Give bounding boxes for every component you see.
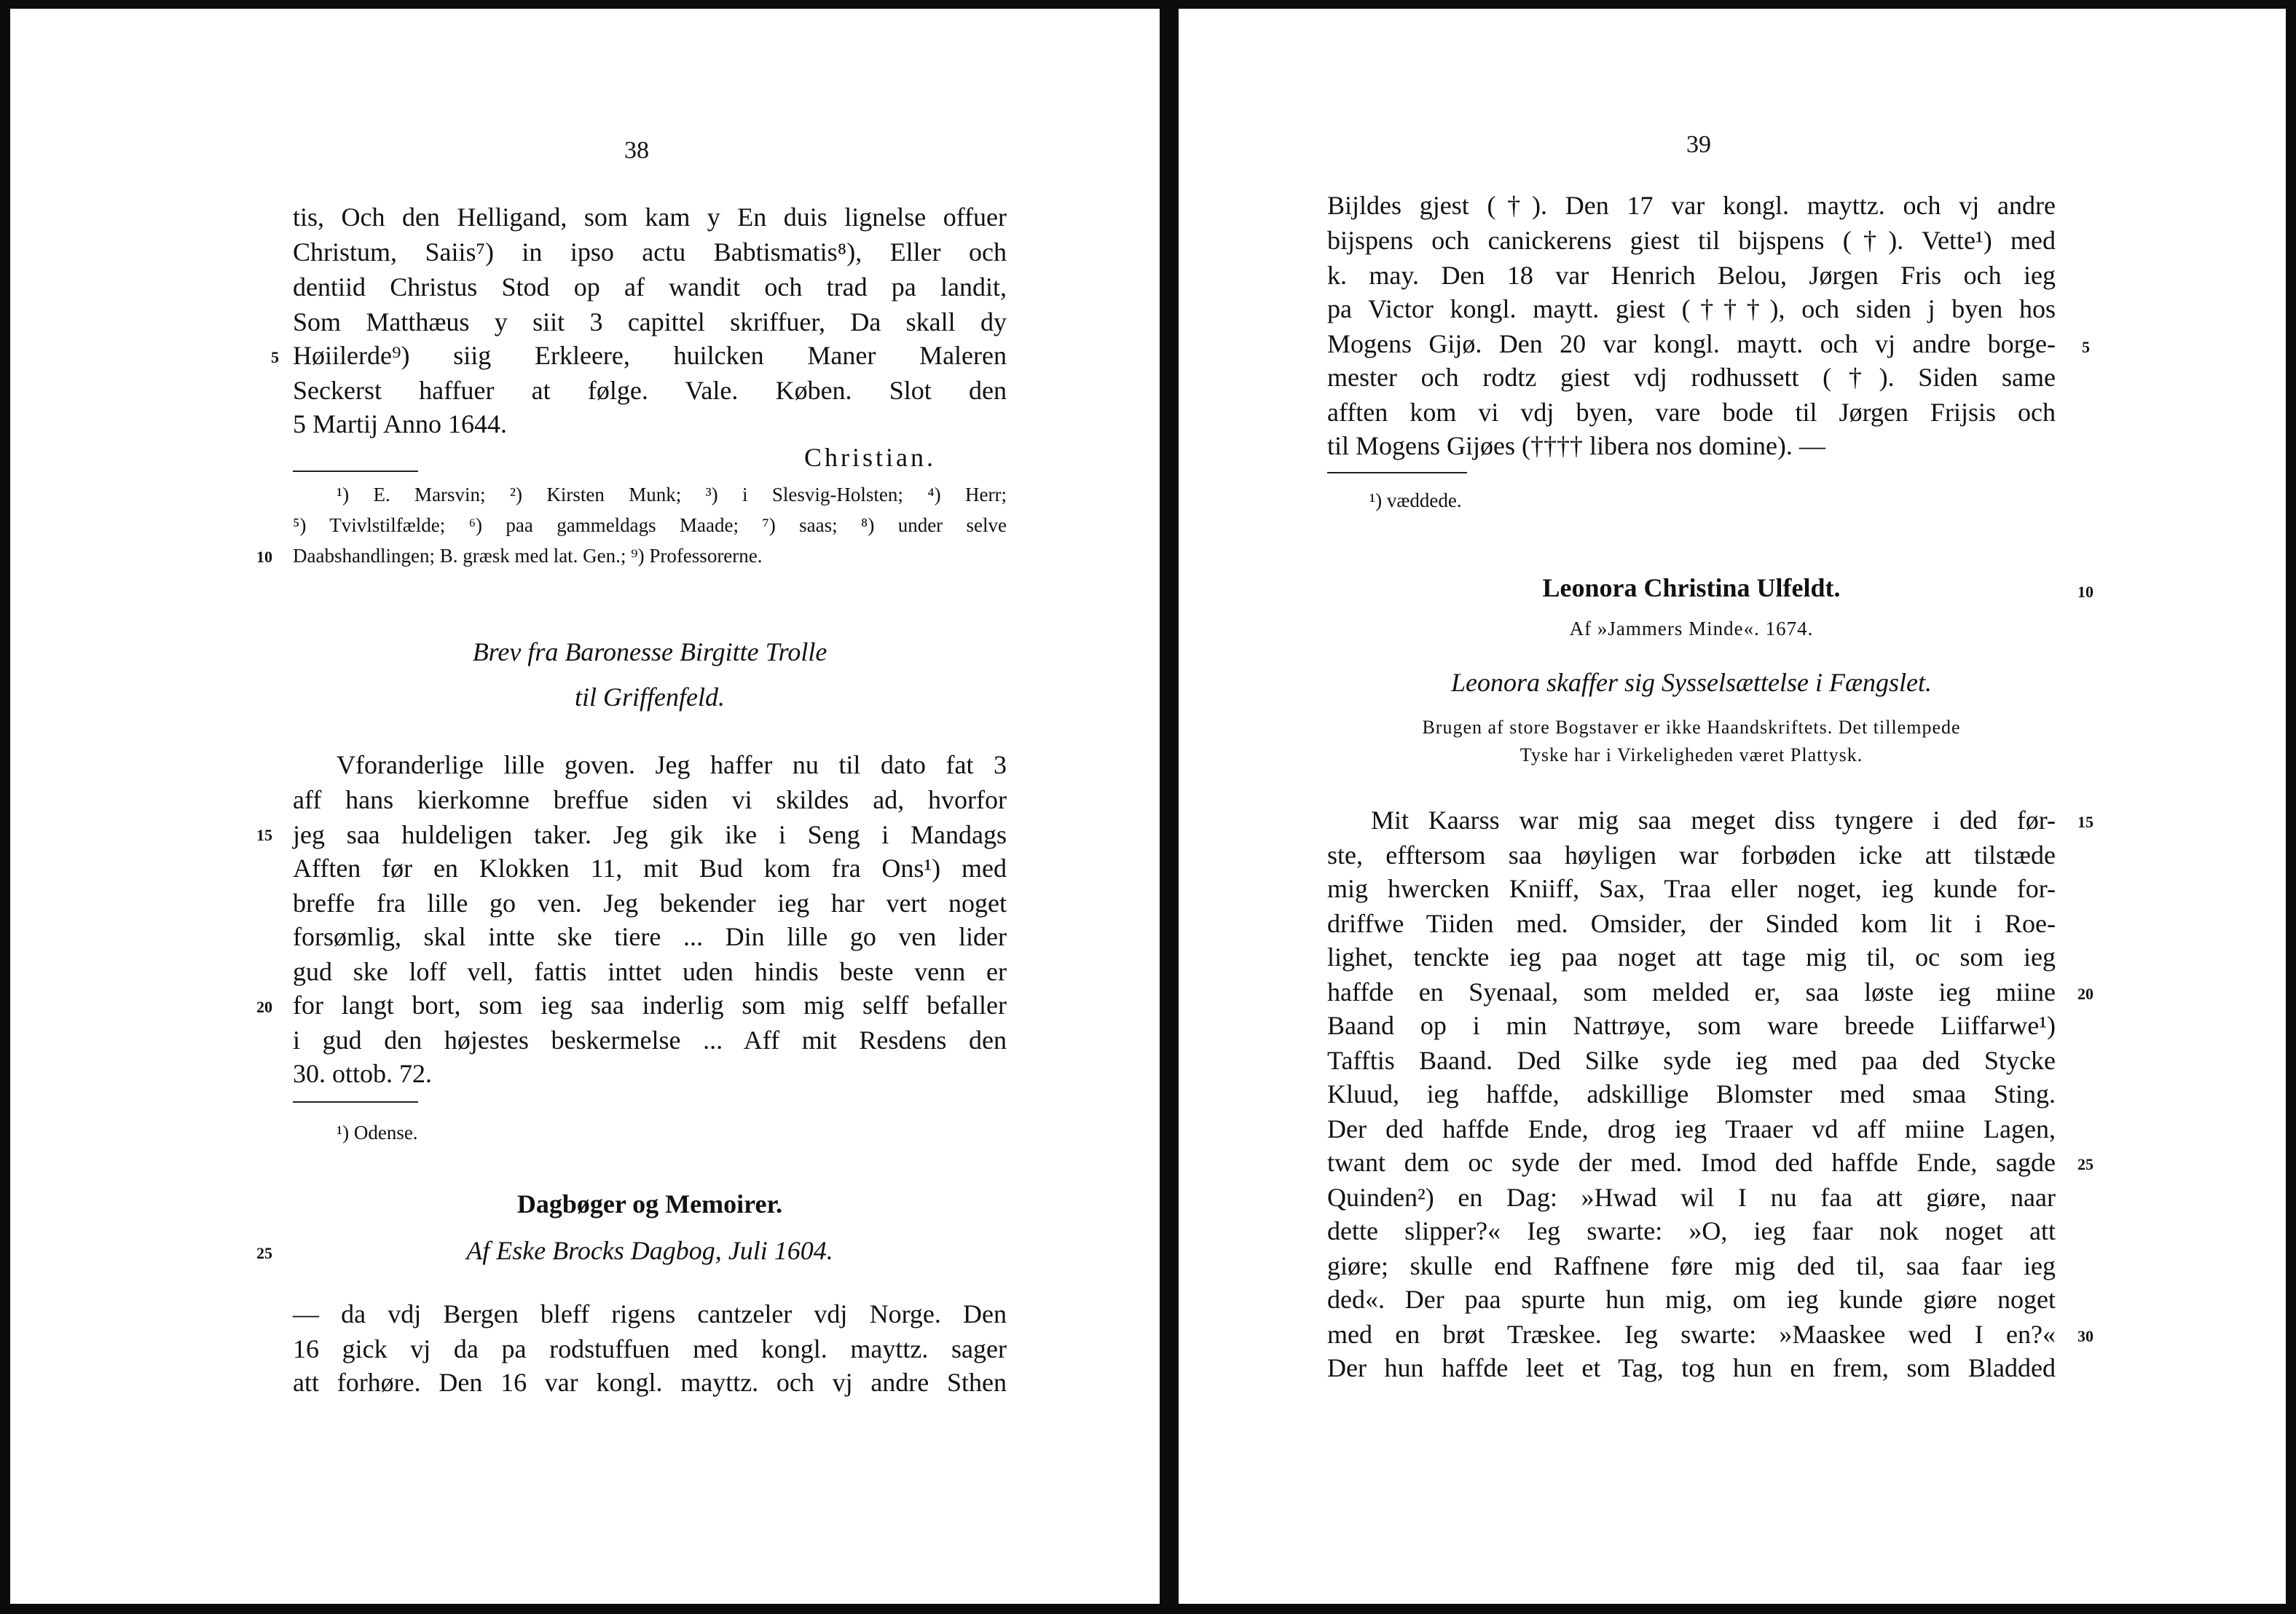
- line-number: 20: [256, 998, 272, 1016]
- text-line: 16 gick vj da pa rodstuffuen med kongl. mayttz. sager: [293, 1334, 1007, 1363]
- footnote-rule: [1327, 472, 1467, 473]
- text-line: Bijldes gjest (†). Den 17 var kongl. mayttz. och vj andre: [1327, 191, 2056, 220]
- text-line: ded«. Der paa spurte hun mig, om ieg kunde giøre noget: [1327, 1285, 2056, 1314]
- line-number: 15: [2077, 813, 2093, 831]
- text-line: Kluud, ieg haffde, adskillige Blomster med smaa Sting.: [1327, 1079, 2056, 1109]
- text-line: Vforanderlige lille goven. Jeg haffer nu til dato fat 3: [337, 750, 1007, 779]
- text-line: Mogens Gijø. Den 20 var kongl. maytt. och vj andre borge-: [1327, 329, 2056, 358]
- text-line: Afften før en Klokken 11, mit Bud kom fra Ons¹) med: [293, 854, 1007, 883]
- footnote-line: ¹) E. Marsvin; ²) Kirsten Munk; ³) i Slesvig-Holsten; ⁴) Herr;: [337, 484, 1007, 505]
- text-line: dentiid Christus Stod op af wandit och trad pa landit,: [293, 272, 1007, 302]
- text-line: Quinden²) en Dag: »Hwad wil I nu faa att giøre, naar: [1327, 1183, 2056, 1212]
- text-line: for langt bort, som ieg saa inderlig som mig selff befaller: [293, 991, 1007, 1020]
- text-line: gud ske loff vell, fattis inttet uden hindis beste venn er: [293, 957, 1007, 986]
- page-number: 39: [1686, 131, 1711, 158]
- text-line: bijspens och canickerens giest til bijspens (†). Vette¹) med: [1327, 226, 2056, 255]
- text-line: att forhøre. Den 16 var kongl. mayttz. och vj andre Sthen: [293, 1368, 1007, 1397]
- text-line: Tafftis Baand. Ded Silke syde ieg med paa ded Stycke: [1327, 1046, 2056, 1075]
- text-line: i gud den højestes beskermelse ... Aff mit Resdens den: [293, 1026, 1007, 1055]
- text-line: pa Victor kongl. maytt. giest (†††), och siden j byen hos: [1327, 294, 2056, 323]
- text-line: 30. ottob. 72.: [293, 1059, 433, 1088]
- text-line: lighet, tenckte ieg paa noget att tage mig til, oc som ieg: [1327, 942, 2056, 972]
- text-line: k. may. Den 18 var Henrich Belou, Jørgen Fris och ieg: [1327, 261, 2056, 290]
- text-line: jeg saa huldeligen taker. Jeg gik ike i Seng i Mandags: [293, 820, 1007, 849]
- text-line: Baand op i min Nattrøye, som ware breede Liiffarwe¹): [1327, 1011, 2056, 1040]
- line-number: 5: [271, 348, 279, 366]
- left-page: [10, 9, 1160, 1604]
- text-line: Seckerst haffuer at følge. Vale. Køben. Slot den: [293, 376, 1007, 405]
- text-line: Høiilerde⁹) siig Erkleere, huilcken Maner Maleren: [293, 341, 1007, 370]
- text-line: mester och rodtz giest vdj rodhussett (†). Siden same: [1327, 363, 2056, 392]
- text-line: haffde en Syenaal, som melded er, saa løste ieg miine: [1327, 977, 2056, 1007]
- text-line: driffwe Tiiden med. Omsider, der Sinded kom lit i Roe-: [1327, 909, 2056, 938]
- section-title: Brev fra Baronesse Birgitte Trolle: [472, 637, 827, 666]
- text-line: til Mogens Gijøes (†††† libera nos domine). —: [1327, 431, 1825, 460]
- footnote-rule: [293, 1101, 418, 1103]
- text-line: Christum, Saiis⁷) in ipso actu Babtismatis⁸), Eller och: [293, 237, 1007, 267]
- text-line: tis, Och den Helligand, som kam y En duis lignelse offuer: [293, 202, 1007, 232]
- line-number: 10: [256, 548, 272, 566]
- text-line: giøre; skulle end Raffnene føre mig ded til, saa faar ieg: [1327, 1251, 2056, 1280]
- text-line: aff hans kierkomne breffue siden vi skildes ad, hvorfor: [293, 785, 1007, 814]
- text-line: Der hun haffde leet et Tag, tog hun en frem, som Bladded: [1327, 1353, 2056, 1382]
- line-number: 10: [2077, 583, 2093, 601]
- text-line: Mit Kaarss war mig saa meget diss tyngere i ded før-: [1371, 806, 2056, 835]
- section-subtitle: til Griffenfeld.: [575, 682, 725, 712]
- line-number: 5: [2082, 338, 2090, 356]
- page-number: 38: [624, 137, 649, 164]
- line-number: 25: [2077, 1155, 2093, 1173]
- footnote-line: Daabshandlingen; B. græsk med lat. Gen.; ⁹) Professorerne.: [293, 545, 763, 567]
- text-line: med en brøt Træskee. Ieg swarte: »Maaskee wed I en?«: [1327, 1320, 2056, 1349]
- section-heading: Leonora Christina Ulfeldt.: [1542, 573, 1841, 602]
- footnote-line: ¹) Odense.: [337, 1122, 418, 1143]
- source-line: Af »Jammers Minde«. 1674.: [1569, 618, 1814, 639]
- right-page: [1179, 9, 2286, 1604]
- line-number: 25: [256, 1244, 272, 1262]
- text-line: 5 Martij Anno 1644.: [293, 409, 507, 438]
- chapter-title: Leonora skaffer sig Sysselsættelse i Fængslet.: [1451, 668, 1932, 697]
- footnote-line: ⁵) Tvivlstilfælde; ⁶) paa gammeldags Maade; ⁷) saas; ⁸) under selve: [293, 514, 1007, 536]
- editorial-note-line: Tyske har i Virkeligheden været Plattysk.: [1519, 744, 1863, 765]
- line-number: 30: [2077, 1327, 2093, 1345]
- section-heading: Dagbøger og Memoirer.: [516, 1189, 783, 1219]
- signature: Christian.: [804, 443, 936, 472]
- section-subheading: Af Eske Brocks Dagbog, Juli 1604.: [466, 1236, 833, 1265]
- editorial-note-line: Brugen af store Bogstaver er ikke Haandskriftets. Det tillempede: [1422, 717, 1961, 738]
- line-number: 20: [2077, 985, 2093, 1003]
- text-line: afften kom vi vdj byen, vare bode til Jørgen Frijsis och: [1327, 398, 2056, 427]
- text-line: twant dem oc syde der med. Imod ded haffde Ende, sagde: [1327, 1148, 2056, 1177]
- line-number: 15: [256, 826, 272, 844]
- text-line: forsømlig, skal intte ske tiere ... Din lille go ven lider: [293, 922, 1007, 951]
- text-line: dette slipper?« Ieg swarte: »O, ieg faar nok noget att: [1327, 1216, 2056, 1245]
- text-line: — da vdj Bergen bleff rigens cantzeler vdj Norge. Den: [293, 1299, 1007, 1328]
- text-line: mig hwercken Kniiff, Sax, Traa eller noget, ieg kunde for-: [1327, 874, 2056, 903]
- text-line: Som Matthæus y siit 3 capittel skriffuer, Da skall dy: [293, 307, 1007, 336]
- text-line: ste, efftersom saa høyligen war forbøden icke att tilstæde: [1327, 841, 2056, 870]
- text-line: Der ded haffde Ende, drog ieg Traaer vd aff miine Lagen,: [1327, 1114, 2056, 1143]
- footnote-rule: [293, 471, 418, 472]
- footnote-line: ¹) væddede.: [1369, 489, 1462, 511]
- text-line: breffe fra lille go ven. Jeg bekender ieg har vert noget: [293, 889, 1007, 918]
